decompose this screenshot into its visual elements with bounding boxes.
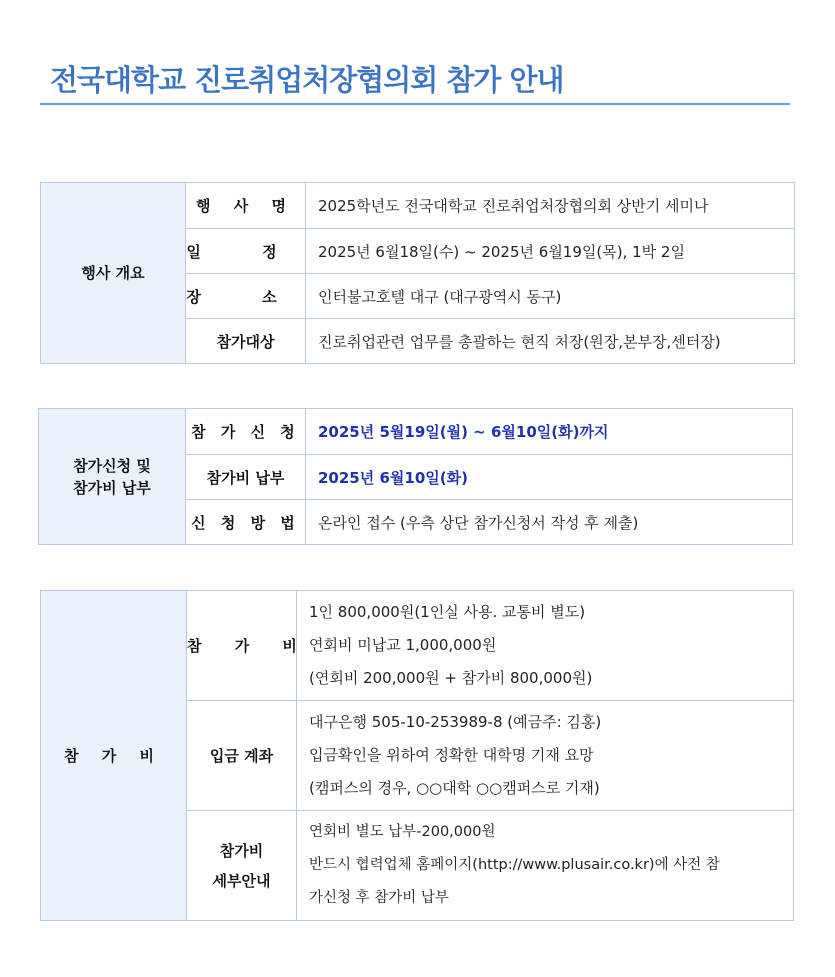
schedule-label: 일 정 xyxy=(186,229,306,274)
schedule-value: 2025년 6월18일(수) ~ 2025년 6월19일(목), 1박 2일 xyxy=(306,229,795,274)
venue-label: 장 소 xyxy=(186,274,306,319)
registration-table xyxy=(38,408,793,545)
registration-category xyxy=(39,409,186,545)
fee-line: 1인 800,000원(1인실 사용. 교통비 별도) xyxy=(309,603,586,621)
venue-value: 인터불고호텔 대구 (대구광역시 동구) xyxy=(306,274,795,319)
payment-due-value: 2025년 6월10일(화) xyxy=(306,455,793,500)
title-underline xyxy=(40,103,790,105)
target-value: 진로취업관련 업무를 총괄하는 현직 처장(원장,본부장,센터장) xyxy=(306,319,795,364)
fee-detail-label-line1: 참가비 xyxy=(219,841,264,860)
event-name-value: 2025학년도 전국대학교 진로취업처장협의회 상반기 세미나 xyxy=(306,183,795,229)
apply-period-label: 참 가 신 청 xyxy=(186,409,306,455)
target-label: 참가대상 xyxy=(186,319,306,364)
fee-detail-line: 가신청 후 참가비 납부 xyxy=(309,890,449,906)
fee-label: 참 가 비 xyxy=(187,591,297,701)
fee-line: (연회비 200,000원 + 참가비 800,000원) xyxy=(309,669,593,687)
account-details xyxy=(297,701,794,811)
page-title: 전국대학교 진로취업처장협의회 참가 안내 xyxy=(50,63,564,97)
apply-method-value: 온라인 접수 (우측 상단 참가신청서 작성 후 제출) xyxy=(306,500,793,545)
registration-category-line2: 참가비 납부 xyxy=(73,478,151,497)
account-line: 대구은행 505-10-253989-8 (예금주: 김홍) xyxy=(309,713,602,731)
account-line: 입금확인을 위하여 정확한 대학명 기재 요망 xyxy=(309,746,594,764)
apply-period-value: 2025년 5월19일(월) ~ 6월10일(화)까지 xyxy=(306,409,793,455)
fee-details xyxy=(297,591,794,701)
account-label: 입금 계좌 xyxy=(187,701,297,811)
fee-detail-line: 연회비 별도 납부-200,000원 xyxy=(309,824,496,840)
fee-table xyxy=(40,590,794,921)
event-overview-table xyxy=(40,182,795,364)
fee-detail-line: 반드시 협력업체 홈페이지(http://www.plusair.co.kr)에 사전 참 xyxy=(309,857,720,873)
apply-method-label: 신 청 방 법 xyxy=(186,500,306,545)
fee-detail-details xyxy=(297,811,794,921)
overview-category: 행사 개요 xyxy=(41,183,186,364)
fee-line: 연회비 미납교 1,000,000원 xyxy=(309,636,497,654)
payment-due-label: 참가비 납부 xyxy=(186,455,306,500)
fee-category: 참 가 비 xyxy=(41,591,187,921)
registration-category-line1: 참가신청 및 xyxy=(73,456,151,475)
fee-detail-label xyxy=(187,811,297,921)
account-line: (캠퍼스의 경우, ○○대학 ○○캠퍼스로 기재) xyxy=(309,779,600,797)
fee-detail-label-line2: 세부안내 xyxy=(212,871,271,890)
event-name-label: 행 사 명 xyxy=(186,183,306,229)
